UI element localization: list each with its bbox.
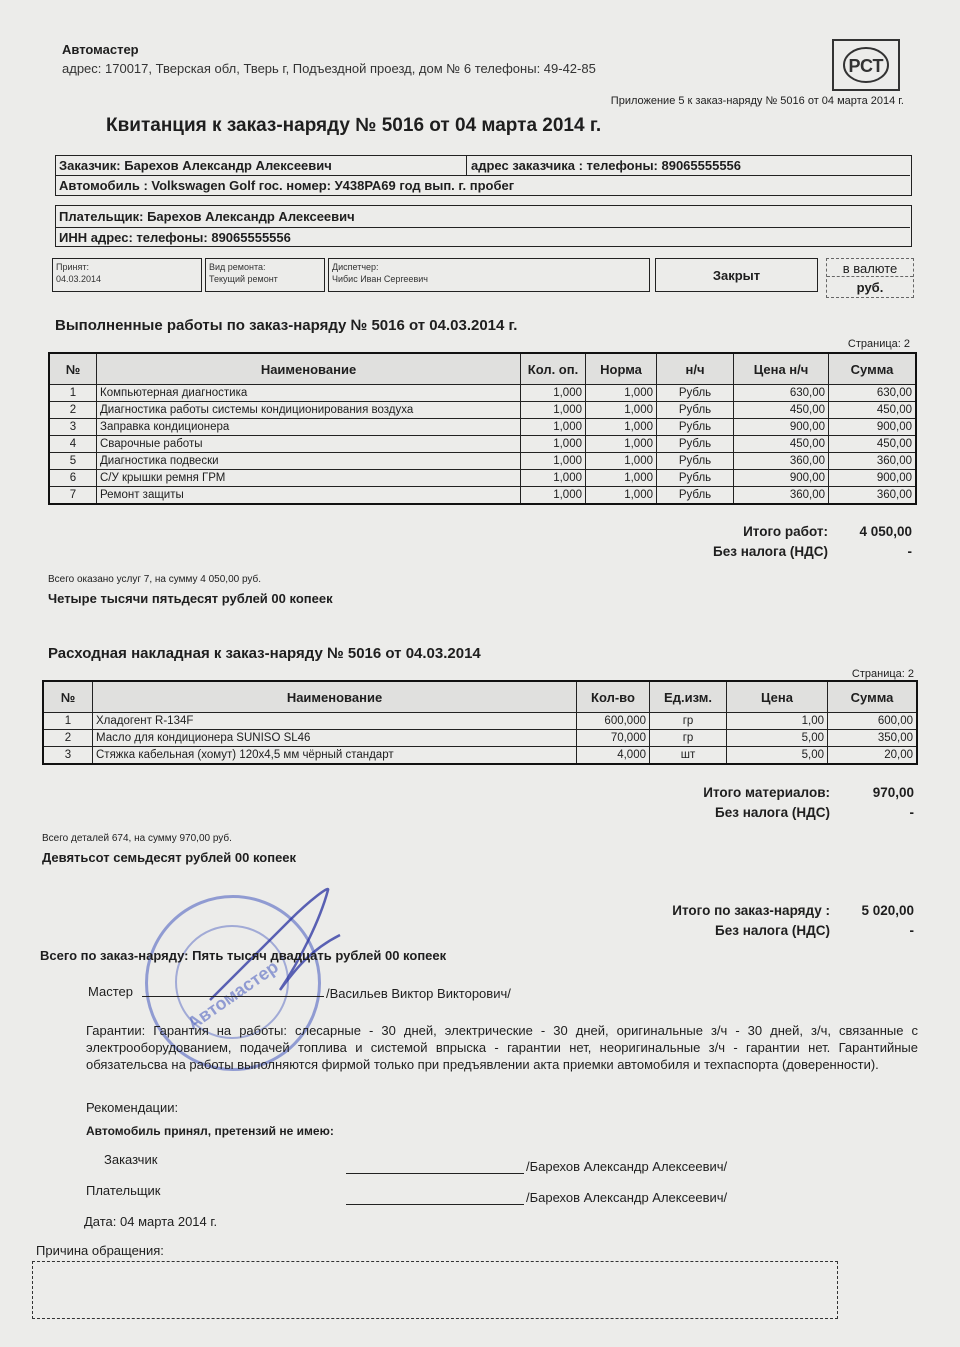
materials-total-value: 970,00 [872,785,914,800]
works-row-cell: Компьютерная диагностика [97,385,521,402]
col-unit: н/ч [657,353,734,385]
works-summary-words: Четыре тысячи пятьдесят рублей 00 копеек [48,591,333,606]
materials-header-row [43,681,917,713]
accepted-value: 04.03.2014 [56,274,102,284]
works-row-cell: 630,00 [829,385,917,402]
company-name: Автомастер [62,42,139,57]
works-row [49,402,916,419]
works-row-cell: Рубль [657,436,734,453]
master-label: Мастер [88,984,133,999]
works-row-cell: 360,00 [829,453,917,470]
accepted-statement: Автомобиль принял, претензий не имею: [86,1124,334,1138]
works-row-cell: 1,000 [586,385,657,402]
grand-tax-value: - [909,923,914,938]
works-row-cell: 1,000 [521,385,586,402]
materials-row [43,747,917,765]
page-title: Квитанция к заказ-наряду № 5016 от 04 марта 2014 г. [106,115,602,136]
customer-address: адрес заказчика : телефоны: 89065555556 [471,158,742,173]
works-row-cell: 360,00 [734,487,829,505]
reason-box [32,1261,838,1319]
works-row-cell: 1 [49,385,97,402]
works-row-cell: 1,000 [586,436,657,453]
payer-inn: ИНН адрес: телефоны: 89065555556 [59,230,291,245]
works-row-cell: 1,000 [521,487,586,505]
dispatcher-value: Чибис Иван Сергеевич [332,274,428,284]
works-tax-value: - [907,544,912,559]
works-table [48,352,917,505]
materials-table [42,680,918,765]
works-row-cell: 7 [49,487,97,505]
materials-row-cell: 1 [43,713,93,730]
works-row-cell: Диагностика подвески [97,453,521,470]
grand-total-value: 5 020,00 [861,903,914,918]
works-row-cell: 1,000 [521,453,586,470]
appendix-note: Приложение 5 к заказ-наряду № 5016 от 04 марта 2014 г. [610,95,904,107]
works-row-cell: 900,00 [734,470,829,487]
works-row-cell: 3 [49,419,97,436]
works-row-cell: 1,000 [521,470,586,487]
materials-row-cell: 1,00 [727,713,828,730]
works-row-cell: Рубль [657,385,734,402]
works-row-cell: Рубль [657,487,734,505]
payer-box [55,205,912,247]
reason-label: Причина обращения: [36,1243,164,1258]
materials-row-cell: Хладогент R-134F [93,713,577,730]
company-address: адрес: 170017, Тверская обл, Тверь г, Подъездной проезд, дом № 6 телефоны: 49-42-85 [62,61,596,76]
works-total-label: Итого работ: [743,524,828,539]
accepted-cell [52,258,202,292]
materials-row-cell: гр [650,713,727,730]
mcol-qty: Кол-во [577,681,650,713]
works-row [49,419,916,436]
mcol-price: Цена [727,681,828,713]
works-row-cell: 6 [49,470,97,487]
document-date: Дата: 04 марта 2014 г. [84,1214,218,1229]
repair-type-cell [205,258,325,292]
mcol-sum: Сумма [828,681,918,713]
works-row-cell: Заправка кондиционера [97,419,521,436]
materials-row-cell: Стяжка кабельная (хомут) 120х4,5 мм чёрный стандарт [93,747,577,765]
works-row [49,453,916,470]
materials-row-cell: 600,00 [828,713,918,730]
materials-row-cell: гр [650,730,727,747]
works-row-cell: 360,00 [829,487,917,505]
works-row-cell: 1,000 [586,487,657,505]
payer-name: Плательщик: Барехов Александр Алексеевич [59,209,355,224]
recommendations-label: Рекомендации: [86,1100,179,1115]
works-row-cell: 1,000 [521,436,586,453]
customer-name: Заказчик: Барехов Александр Алексеевич [59,158,332,173]
works-row-cell: 450,00 [829,402,917,419]
works-row [49,470,916,487]
currency-value: руб. [856,280,884,295]
works-row-cell: 4 [49,436,97,453]
materials-row [43,730,917,747]
works-row-cell: Ремонт защиты [97,487,521,505]
materials-row [43,713,917,730]
car-info: Автомобиль : Volkswagen Golf гос. номер: У438РА69 год вып. г. пробег [59,178,515,193]
stamp-text: Автомастер [183,956,282,1034]
works-row-cell: 1,000 [521,419,586,436]
materials-row-cell: 4,000 [577,747,650,765]
col-sum: Сумма [829,353,917,385]
materials-total-label: Итого материалов: [703,785,830,800]
repair-type-label: Вид ремонта: [209,262,266,272]
works-row-cell: 1,000 [521,402,586,419]
customer-box [55,155,912,196]
works-row-cell: 1,000 [586,453,657,470]
works-row-cell: 450,00 [734,436,829,453]
works-row-cell: Рубль [657,402,734,419]
works-row-cell: Рубль [657,470,734,487]
materials-summary-words: Девятьсот семьдесят рублей 00 копеек [42,850,297,865]
works-row-cell: 450,00 [829,436,917,453]
customer-sign-label: Заказчик [104,1152,158,1167]
works-row-cell: 360,00 [734,453,829,470]
works-row-cell: 900,00 [829,419,917,436]
works-row [49,487,916,505]
mcol-name: Наименование [93,681,577,713]
accepted-label: Принят: [56,262,89,272]
materials-row-cell: 2 [43,730,93,747]
col-number: № [49,353,97,385]
repair-type-value: Текущий ремонт [209,274,278,284]
materials-row-cell: 5,00 [727,747,828,765]
works-header-row [49,353,916,385]
works-title: Выполненные работы по заказ-наряду № 5016 от 04.03.2014 г. [55,317,518,334]
works-row-cell: 1,000 [586,402,657,419]
mcol-unit: Ед.изм. [650,681,727,713]
dispatcher-label: Диспетчер: [332,262,379,272]
works-row-cell: 2 [49,402,97,419]
logo-text: РСТ [848,56,884,76]
master-signature-line [142,996,324,997]
materials-row-cell: 20,00 [828,747,918,765]
materials-tax-label: Без налога (НДС) [715,805,830,820]
col-price: Цена н/ч [734,353,829,385]
works-row [49,385,916,402]
works-row-cell: 5 [49,453,97,470]
materials-row-cell: 350,00 [828,730,918,747]
col-name: Наименование [97,353,521,385]
currency-cell [826,258,914,298]
works-page-number: Страница: 2 [847,338,910,350]
mcol-number: № [43,681,93,713]
works-row-cell: Рубль [657,419,734,436]
works-row-cell: 900,00 [734,419,829,436]
materials-row-cell: 70,000 [577,730,650,747]
works-total-value: 4 050,00 [859,524,912,539]
works-row-cell: 630,00 [734,385,829,402]
customer-sign-name: /Барехов Александр Алексеевич/ [526,1159,728,1174]
status-cell [655,258,818,292]
guarantee-text: Гарантии: Гарантия на работы: слесарные - 30 дней, электрические - 30 дней, оригинальные з/ч - 30 дней, з/ч, связанные с электрооборудованием, подачей топлива и системой впрыска - гарантии нет, неоригинальные з/ч - гарантии нет. Гарантийные обязательсва на работы выполняются фирмой только при предъявлении акта приемки автомобиля и техпаспорта (доверенности). [86,1023,918,1072]
works-row-cell: Сварочные работы [97,436,521,453]
payer-sign-label: Плательщик [86,1183,161,1198]
status-badge: Закрыт [712,267,761,283]
materials-row-cell: 3 [43,747,93,765]
works-row [49,436,916,453]
col-qty: Кол. оп. [521,353,586,385]
materials-title: Расходная накладная к заказ-наряду № 5016 от 04.03.2014 [48,645,481,662]
materials-row-cell: Масло для кондиционера SUNISO SL46 [93,730,577,747]
master-name: /Васильев Виктор Викторович/ [326,986,511,1001]
dispatcher-cell [328,258,650,292]
works-row-cell: 900,00 [829,470,917,487]
grand-total-words: Всего по заказ-наряду: Пять тысяч двадцать рублей 00 копеек [40,948,447,963]
grand-total-label: Итого по заказ-наряду : [672,903,830,918]
works-row-cell: 1,000 [586,470,657,487]
col-norm: Норма [586,353,657,385]
materials-tax-value: - [909,805,914,820]
works-row-cell: Диагностика работы системы кондиционирования воздуха [97,402,521,419]
materials-row-cell: 5,00 [727,730,828,747]
certification-logo [832,39,900,91]
works-row-cell: 450,00 [734,402,829,419]
payer-signature-line [346,1204,524,1205]
pct-logo-icon [834,41,898,89]
materials-row-cell: 600,000 [577,713,650,730]
payer-sign-name: /Барехов Александр Алексеевич/ [526,1190,728,1205]
works-row-cell: 1,000 [586,419,657,436]
customer-signature-line [346,1173,524,1174]
materials-summary-note: Всего деталей 674, на сумму 970,00 руб. [42,833,232,844]
materials-row-cell: шт [650,747,727,765]
works-row-cell: Рубль [657,453,734,470]
works-row-cell: С/У крышки ремня ГРМ [97,470,521,487]
grand-tax-label: Без налога (НДС) [715,923,830,938]
works-summary-note: Всего оказано услуг 7, на сумму 4 050,00 руб. [48,574,262,585]
materials-page-number: Страница: 2 [851,668,914,680]
works-tax-label: Без налога (НДС) [713,544,828,559]
currency-label: в валюте [827,261,913,277]
